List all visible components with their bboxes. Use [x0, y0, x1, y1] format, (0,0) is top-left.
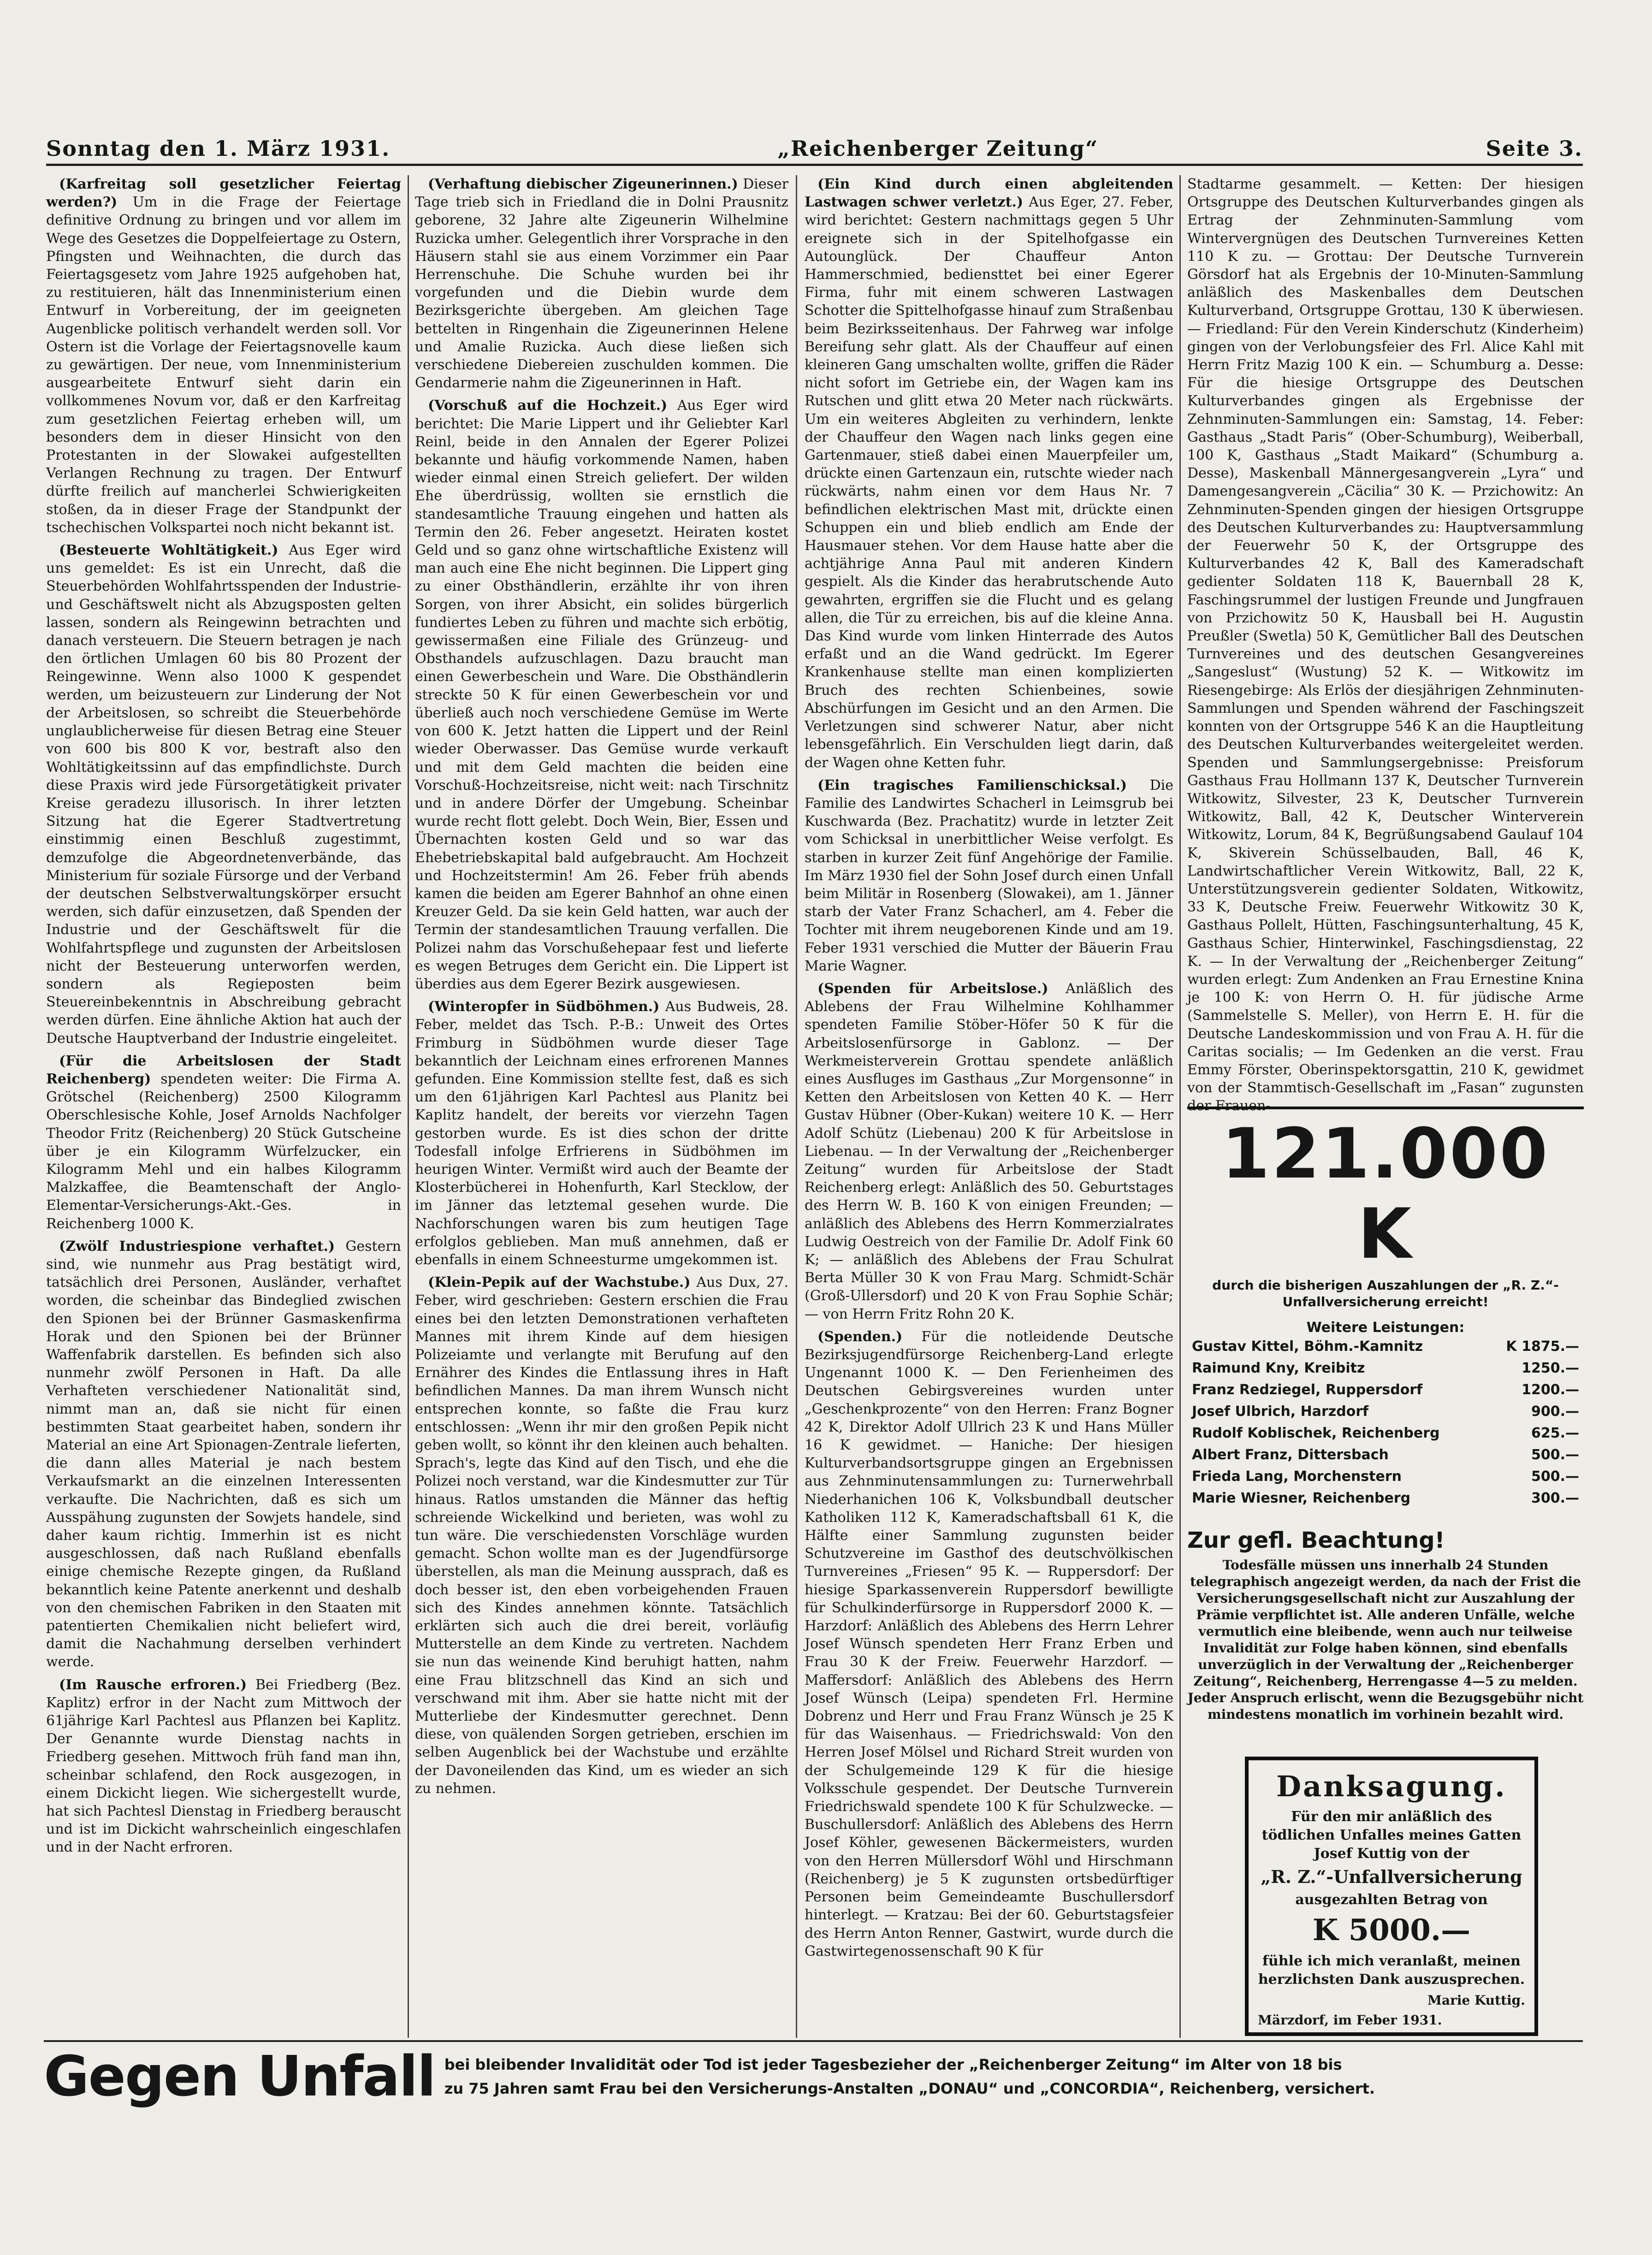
footer-text [444, 2053, 1375, 2101]
article [46, 541, 401, 1048]
article-body: Aus Eger wird berichtet: Die Marie Lippert und ihr Geliebter Karl Reinl, beide in den Annalen der Egerer Polizei bekannte und häufig vorkommende Namen, haben wieder einmal einen Streich geliefert. Der wilden Ehe überdrüssig, wollten sie ernstlich die standesamtliche Trauung eingehen und hatten als Termin den 26. Feber angesetzt. Heiraten kostet Geld und so ganz ohne wirtschaftliche Existenz will man auch eine Ehe nicht beginnen. Die Lippert ging zu einer Obsthändlerin, erzählte ihr von ihren Sorgen, von ihrer Absicht, ein solides bürgerlich fundiertes Leben zu führen und machte sich erbötig, gewissermaßen eine Filiale des Grünzeug- und Obsthandels aufzuschlagen. Dazu braucht man einen Gewerbeschein und Ware. Die Obsthändlerin streckte 50 K für einen Gewerbeschein vor und überließ auch noch verschiedene Gemüse im Werte von 600 K. Jetzt hatten die Lippert und der Reinl wieder Oberwasser. Das Gemüse wurde verkauft und mit dem Geld machten die beiden eine Vorschuß-Hochzeitsreise, nicht weit: nach Tirschnitz und in andere Dörfer der Umgebung. Scheinbar wurde recht flott gelebt. Doch Wein, Bier, Essen und Übernachten kosten Geld und so war das Ehebetriebskapital bald aufgebraucht. Am Hochzeit und Hochzeitstermin! Am 26. Feber früh abends kamen die beiden am Egerer Bahnhof an ohne einen Kreuzer Geld. Da sie kein Geld hatten, war auch der Termin der standesamtlichen Trauung verfallen. Die Polizei nahm das Vorschußehepaar fest und lieferte es wegen Betruges dem Gericht ein. Die Lippert ist überdies aus dem Egerer Bezirk ausgewiesen. [415, 397, 788, 992]
article-body: Aus Eger wird uns gemeldet: Es ist ein Unrecht, daß die Steuerbehörden Wohlfahrtsspenden der Industrie- und Geschäftswelt nicht als Abzugsposten gelten lassen, sondern als Reingewinn betrachten und danach versteuern. Die Steuern betragen je nach den örtlichen Umlagen 60 bis 80 Prozent der Reingewinne. Wenn also 1000 K gespendet werden, um beizusteuern zur Linderung der Not der Arbeitslosen, so schreibt die Steuerbehörde unglaublicherweise für diesen Betrag eine Steuer von 600 bis 800 K vor, bestraft also den Wohltätigkeitssinn auf das empfindlichste. Durch diese Praxis wird jede Fürsorgetätigkeit privater Kreise geradezu illusorisch. In ihrer letzten Sitzung hat die Egerer Stadtvertretung einstimmig einen Beschluß zugestimmt, demzufolge die Abgeordnetenverbände, das Ministerium für soziale Fürsorge und der Verband der deutschen Selbstverwaltungskörper ersucht werden, sich dafür einzusetzen, daß Spenden der Industrie und der Geschäftswelt für die Wohlfahrtspflege und zugunsten der Arbeitslosen nicht der Besteuerung unterworfen werden, sondern als Regieposten beim Steuereinbekenntnis in Abschreibung gebracht werden dürfen. Eine ähnliche Aktion hat auch der Deutsche Hauptverband der Industrie eingeleitet. [46, 542, 401, 1047]
article-body: Die Familie des Landwirtes Schacherl in Leimsgrub bei Kuschwarda (Bez. Prachatitz) wurde in letzter Zeit vom Schicksal in unerbittlicher Weise verfolgt. Es starben in kurzer Zeit fünf Angehörige der Familie. Im März 1930 fiel der Sohn Josef durch einen Unfall beim Militär in Rosenberg (Slowakei), am 1. Jänner starb der Vater Franz Schacherl, am 4. Feber die Tochter mit ihrem neugeborenen Kinde und am 19. Feber 1931 verschied die Mutter der Bäuerin Frau Marie Wagner. [805, 777, 1173, 974]
article [805, 1328, 1173, 1960]
page-header [46, 131, 1583, 166]
header-title: „Reichenberger Zeitung“ [777, 136, 1099, 161]
payout-row [1192, 1379, 1579, 1401]
article-heading: (Besteuerte Wohltätigkeit.) [59, 542, 278, 559]
payout-name: Marie Wiesner, Reichenberg [1192, 1490, 1411, 1506]
article-heading: (Karfreitag soll gesetzlicher Feiertag werden?) [46, 176, 401, 211]
payout-name: Raimund Kny, Kreibitz [1192, 1360, 1365, 1376]
payout-amount: 500.— [1531, 1468, 1579, 1485]
footer-line: zu 75 Jahren samt Frau bei den Versicherungs-Anstalten „DONAU“ und „CONCORDIA“, Reichenberg, versichert. [444, 2080, 1375, 2097]
article-body: Gestern sind, wie nunmehr aus Prag bestätigt wird, tatsächlich drei Personen, Ausländer, verhaftet worden, die scheinbar das Bindeglied zwischen den Spionen bei der Brünner Gasmaskenfirma Horak und den Spionen bei der Brünner Waffenfabrik darstellen. Es befinden sich also nunmehr zwölf Personen in Haft. Da alle Verhafteten verschiedener Nationalität sind, nimmt man an, daß sie nicht für einen bestimmten Staat gearbeitet haben, sondern ihr Material an eine Art Spionagen-Zentrale lieferten, die dann alles Material je nach bestem Verkaufsmarkt an die einzelnen Interessenten verkaufte. Die Nachrichten, daß es sich um Ausspähung zugunsten der Sowjets handele, sind daher kaum richtig. Immerhin ist es nicht ausgeschlossen, daß nach Rußland ebenfalls einige chemische Rezepte gingen, da Rußland bekanntlich keine Patente anerkennt und deshalb von den chemischen Fabriken in den Staaten mit patentierten Chemikalien nicht beliefert wird, damit die Nachahmung derselben verhindert werde. [46, 1238, 401, 1670]
column-divider [1179, 175, 1181, 2038]
column-3 [805, 175, 1173, 2038]
payout-name: Albert Franz, Dittersbach [1192, 1447, 1389, 1463]
notice-body: Todesfälle müssen uns innerhalb 24 Stunden telegraphisch angezeigt werden, da nach der Frist die Versicherungsgesellschaft nicht zur Auszahlung der Prämie verpflichtet ist. Alle anderen Unfälle, welche vermutlich eine bleibende, wenn auch nur teilweise Invalidität zur Folge haben können, sind ebenfalls unverzüglich in der Verwaltung der „Reichenberger Zeitung“, Reichenberg, Herrengasse 4—5 zu melden. Jeder Anspruch erlischt, wenn die Bezugsgebühr nicht mindestens monatlich im vorhinein bezahlt wird. [1187, 1557, 1584, 1722]
article [415, 175, 788, 392]
payout-row [1192, 1444, 1579, 1466]
article [805, 776, 1173, 975]
article-heading: (Ein tragisches Familienschicksal.) [817, 777, 1127, 793]
article [415, 397, 788, 993]
article-body: Um in die Frage der Feiertage definitive Ordnung zu bringen und vor allem im Wege des Gesetzes die Doppelfeiertage zu Ostern, Pfingsten und Weihnachten, die durch das Feiertagsgesetz vom Jahre 1925 aufgehoben hat, zu restituieren, hält das Innenministerium einen Entwurf in Vorbereitung, der im geeigneten Augenblicke politisch verhandelt werden soll. Vor Ostern ist die Vorlage der Feiertagsnovelle kaum zu gewärtigen. Der neue, vom Innenministerium ausgearbeitete Entwurf sieht darin ein vollkommenes Novum vor, daß er den Karfreitag zum gesetzlichen Feiertag erheben will, um besonders dem in dieser Hinsicht von den Protestanten in der Slowakei aufgestellten Verlangen Rechnung zu tragen. Der Entwurf dürfte freilich auf mancherlei Schwierigkeiten stoßen, da in dieser Frage der Standpunkt der tschechischen Volkspartei noch nicht bekannt ist. [46, 194, 401, 536]
payout-amount: 1200.— [1522, 1382, 1579, 1398]
article-body: Bei Friedberg (Bez. Kaplitz) erfror in der Nacht zum Mittwoch der 61jährige Karl Pachtesl aus Pflanzen bei Kaplitz. Der Genannte wurde Dienstag nachts in Friedberg gesehen. Mittwoch früh fand man ihn, scheinbar schlafend, den Rock ausgezogen, in einem Dickicht liegen. Wie sichergestellt wurde, hat sich Pachtesl Dienstag in Friedberg berauscht und ist im Dickicht wahrscheinlich eingeschlafen und in der Nacht erfroren. [46, 1676, 401, 1856]
article-body: Anläßlich des Ablebens der Frau Wilhelmine Kohlhammer spendeten Familie Stöber-Höfer 50 K für die Arbeitslosenfürsorge in Gablonz. — Der Werkmeisterverein Grottau spendete anläßlich eines Ausfluges im Gasthaus „Zur Morgensonne“ in Ketten den Arbeitslosen von Ketten 40 K. — Herr Gustav Hübner (Ober-Kukan) weitere 10 K. — Herr Adolf Schütz (Liebenau) 200 K für Arbeitslose in Liebenau. — In der Verwaltung der „Reichenberger Zeitung“ wurden für Arbeitslose der Stadt Reichenberg erlegt: Anläßlich des 50. Geburtstages des Herrn W. B. 160 K von einigen Freunden; — anläßlich des Ablebens des Herrn Kommerzialrates Ludwig Oestreich von der Familie Dr. Adolf Fink 60 K; — anläßlich des Ablebens der Frau Schulrat Berta Müller 30 K von Frau Marg. Schmidt-Schär (Groß-Ullersdorf) und 20 K von Frau Sophie Schär; — von Herrn Fritz Rohn 20 K. [805, 980, 1173, 1322]
payout-name: Gustav Kittel, Böhm.-Kamnitz [1192, 1338, 1423, 1355]
article-heading: (Spenden.) [817, 1328, 903, 1345]
thanks-place-date: Märzdorf, im Feber 1931. [1258, 2012, 1442, 2028]
article-heading: (Spenden für Arbeitslose.) [817, 980, 1048, 997]
payout-row [1192, 1357, 1579, 1379]
article-heading: (Vorschuß auf die Hochzeit.) [428, 397, 668, 414]
payout-row [1192, 1336, 1579, 1357]
column-divider [796, 175, 797, 2038]
payout-amount: 300.— [1531, 1490, 1579, 1506]
article-body: Aus Budweis, 28. Feber, meldet das Tsch. P.-B.: Unweit des Ortes Frimburg in Südböhmen wurde dieser Tage bekanntlich der Leichnam eines erfrorenen Mannes gefunden. Eine Kommission stellte fest, daß es sich um den 61jährigen Karl Pachtesl aus Planitz bei Kaplitz handelt, der bereits vor vierzehn Tagen gestorben wurde. Es ist dies schon der dritte Todesfall infolge Erfrierens in Südböhmen im heurigen Winter. Vermißt wird auch der Beamte der Klosterbücherei in Hohenfurth, Karl Stecklow, der im Jänner das letztemal gesehen wurde. Die Nachforschungen waren bis zum heutigen Tage erfolglos geblieben. Man muß annehmen, daß er ebenfalls in einem Schneesturme umgekommen ist. [415, 999, 788, 1268]
article [415, 1273, 788, 1798]
payout-name: Josef Ulbrich, Harzdorf [1192, 1403, 1369, 1420]
article-heading: (Ein Kind durch einen abgleitenden Lastwagen schwer verletzt.) [805, 176, 1173, 211]
payout-amount: 500.— [1531, 1447, 1579, 1463]
column-1 [46, 175, 401, 2038]
article-body: Dieser Tage trieb sich in Friedland die in Dolni Prausnitz geborene, 32 Jahre alte Zigeunerin Wilhelmine Ruzicka umher. Gelegentlich ihrer Vorsprache in den Häusern stahl sie aus einem Vorzimmer ein Paar Herrenschuhe. Die Schuhe wurden bei ihr vorgefunden und die Diebin wurde dem Bezirksgerichte übergeben. Am gleichen Tage bettelten in Ringenhain die Zigeunerinnen Helene und Amalie Ruzicka. Auch diese ließen sich verschiedene Diebereien zuschulden kommen. Die Gendarmerie nahm die Zigeunerinnen in Haft. [415, 176, 788, 391]
payout-row [1192, 1422, 1579, 1444]
footer-slogan: Gegen Unfall [44, 2044, 435, 2109]
article-body: Für die notleidende Deutsche Bezirksjugendfürsorge Reichenberg-Land erlegte Ungenannt 1000 K. — Den Ferienheimen des Deutschen Gebirgsvereines wurden unter „Geschenkprozente“ von den Herren: Franz Bogner 42 K, Direktor Adolf Ullrich 23 K und Hans Müller 16 K gewidmet. — Haniche: Der hiesigen Kulturverbandsortsgruppe gingen an Ergebnissen aus Zehnminutensammlungen zu: Turnerwehrball Niederhanichen 106 K, Volksbundball deutscher Katholiken 112 K, Kameradschaftsball 61 K, die Hälfte einer Sammlung zugunsten beider Schutzvereine im Gasthof des deutschvölkischen Turnvereines „Friesen“ 95 K. — Ruppersdorf: Der hiesige Sparkassenverein Ruppersdorf bewilligte für Schulkinderfürsorge in Ruppersdorf 2000 K. — Harzdorf: Anläßlich des Ablebens des Herrn Lehrer Josef Wünsch spendeten Herr Franz Erben und Frau 30 K der Freiw. Feuerwehr Harzdorf. — Maffersdorf: Anläßlich des Ablebens des Herrn Josef Wünsch (Leipa) spendeten Frl. Hermine Dobrenz und Herr und Frau Franz Wünsch je 25 K für das Waisenhaus. — Friedrichswald: Von den Herren Josef Mölsel und Richard Streit wurden von der Schulgemeinde 129 K für die hiesige Volksschule gespendet. Der Deutsche Turnverein Friedrichswald spendete 100 K für Schulzwecke. — Buschullersdorf: Anläßlich des Ablebens des Herrn Josef Köhler, gewesenen Bäckermeisters, wurden von den Herren Müllersdorf Wöhl und Hirschmann (Reichenberg) je 5 K zugunsten ortsbedürftiger Personen beim Gemeindeamte Buschullersdorf hinterlegt. — Kratzau: Bei der 60. Geburtstagsfeier des Herrn Anton Renner, Gastwirt, wurde durch die Gastwirtegenossenschaft 90 K für [805, 1328, 1173, 1959]
article [46, 175, 401, 537]
thanks-amount: K 5000.— [1312, 1913, 1471, 1947]
payout-name: Rudolf Koblischek, Reichenberg [1192, 1425, 1440, 1441]
article-heading: (Im Rausche erfroren.) [59, 1676, 247, 1693]
insurance-subline: durch die bisherigen Auszahlungen der „R. Z.“-Unfallversicherung erreicht! [1212, 1278, 1559, 1309]
article [46, 1052, 401, 1233]
thanks-body: fühle ich mich veranlaßt, meinen herzlichsten Dank auszusprechen. [1258, 1953, 1525, 1988]
column-divider [408, 175, 409, 2038]
article [46, 1676, 401, 1857]
further-payouts-label: Weitere Leistungen: [1306, 1320, 1465, 1336]
thanks-title: Danksagung. [1276, 1770, 1507, 1803]
payout-amount: 1250.— [1522, 1360, 1579, 1376]
thanks-body: ausgezahlten Betrag von [1295, 1892, 1488, 1908]
thanks-insurer: „R. Z.“-Unfallversicherung [1261, 1866, 1522, 1887]
header-page-number: Seite 3. [1486, 136, 1583, 161]
article-body: spendeten weiter: Die Firma A. Grötschel (Reichenberg) 2500 Kilogramm Oberschlesische Kohle, Josef Arnolds Nachfolger Theodor Fritz (Reichenberg) 20 Stück Gutscheine über je ein Kilogramm Würfelzucker, ein Kilogramm Mehl und ein halbes Kilogramm Malzkaffee, die Beamtenschaft der Anglo-Elementar-Versicherungs-Akt.-Ges. in Reichenberg 1000 K. [46, 1071, 401, 1232]
article-heading: (Für die Arbeitslosen der Stadt Reichenberg) [46, 1053, 401, 1087]
payout-amount: K 1875.— [1506, 1338, 1579, 1355]
column-2 [415, 175, 788, 2038]
payout-row [1192, 1466, 1579, 1487]
article [805, 175, 1173, 772]
payout-amount: 900.— [1531, 1403, 1579, 1420]
thanks-advertisement [1245, 1757, 1538, 2036]
payout-row [1192, 1487, 1579, 1509]
article [1187, 175, 1584, 1115]
thanks-body: Für den mir anläßlich des tödlichen Unfalles meines Gatten Josef Kuttig von der [1261, 1809, 1522, 1862]
article-heading: (Verhaftung diebischer Zigeunerinnen.) [428, 176, 738, 192]
article [805, 980, 1173, 1323]
payout-name: Franz Redziegel, Ruppersdorf [1192, 1382, 1423, 1398]
article-heading: (Klein-Pepik auf der Wachstube.) [428, 1274, 691, 1291]
payout-row [1192, 1401, 1579, 1422]
footer-banner [44, 2040, 1583, 2111]
insurance-total-amount: 121.000 K [1221, 1114, 1550, 1274]
notice-title: Zur gefl. Beachtung! [1187, 1527, 1445, 1553]
header-date: Sonntag den 1. März 1931. [46, 136, 391, 161]
article-heading: (Zwölf Industriespione verhaftet.) [59, 1238, 335, 1255]
article [46, 1237, 401, 1671]
payout-name: Frieda Lang, Morchenstern [1192, 1468, 1402, 1485]
footer-line: bei bleibender Invalidität oder Tod ist jeder Tagesbezieher der „Reichenberger Zeitung“ im Alter von 18 bis [444, 2056, 1342, 2073]
article-body: Stadtarme gesammelt. — Ketten: Der hiesigen Ortsgruppe des Deutschen Kulturverbandes gingen als Ertrag der Zehnminuten-Sammlung vom Wintervergnügen des Deutschen Turnvereines Ketten 110 K zu. — Grottau: Der Deutsche Turnverein Görsdorf hat als Ergebnis der 10-Minuten-Sammlung anläßlich des Maskenballes dem Deutschen Kulturverband, Ortsgruppe Grottau, 130 K überwiesen. — Friedland: Für den Verein Kinderschutz (Kinderheim) gingen von der Verlobungsfeier des Frl. Alice Kahl mit Herrn Fritz Mazig 100 K ein. — Schumburg a. Desse: Für die hiesige Ortsgruppe des Deutschen Kulturverbandes gingen als Ergebnisse der Zehnminuten-Sammlungen ein: Samstag, 14. Feber: Gasthaus „Stadt Paris“ (Ober-Schumburg), Weiberball, 100 K, Gasthaus „Stadt Maikard“ (Schumburg a. Desse), Maskenball Männergesangverein „Lyra“ und Damengesangverein „Cäcilia“ 30 K. — Przichowitz: An Zehnminuten-Spenden gingen der hiesigen Ortsgruppe des Deutschen Kulturverbandes zu: Hauptversammlung der Feuerwehr 50 K, der Ortsgruppe des Kulturverbandes 42 K, Ball des Kameradschaft gedienter Soldaten 118 K, Bauernball 28 K, Faschingsrummel der lustigen Freunde und Jungfrauen von Przichowitz 50 K, Hausball bei H. Augustin Preußler (Swetla) 50 K, Gemütlicher Ball des Deutschen Turnvereines und des deutschen Gesangvereines „Sangeslust“ (Wustung) 52 K. — Witkowitz im Riesengebirge: Als Erlös der diesjährigen Zehnminuten-Sammlungen und Spenden während der Faschingszeit konnten von der Ortsgruppe 546 K an die Hauptleitung des Deutschen Kulturverbandes weitergeleitet werden. Spenden und Sammlungsergebnisse: Preisforum Gasthaus Frau Hollmann 137 K, Deutscher Turnverein Witkowitz, Silvester, 23 K, Deutscher Turnverein Witkowitz, Ball, 42 K, Deutscher Winterverein Witkowitz, Lorum, 84 K, Begrüßungsabend Gaulauf 104 K, Skiverein Schüsselbauden, Ball, 46 K, Landwirtschaftlicher Verein Witkowitz, Ball, 22 K, Unterstützungsverein gedienter Soldaten, Witkowitz, 33 K, Deutsche Freiw. Feuerwehr Witkowitz 30 K, Gasthaus Pollelt, Hütten, Faschingsunterhaltung, 45 K, Gasthaus Schier, Hinterwinkel, Faschingsdienstag, 22 K. — In der Verwaltung der „Reichenberger Zeitung“ wurden erlegt: Zum Andenken an Frau Ernestine Knina je 100 K: von Herrn O. H. für jüdische Arme (Sammelstelle S. Meller), von Herrn E. H. für die Deutsche Landeskommission und von Frau A. H. für die Caritas socialis; — Im Gedenken an die verst. Frau Emmy Förster, Oberinspektorsgattin, 210 K, gewidmet von der Stammtisch-Gesellschaft im „Fasan“ zugunsten der Frauen- [1187, 176, 1584, 1114]
column-4 [1187, 175, 1584, 1114]
payout-amount: 625.— [1531, 1425, 1579, 1441]
article-heading: (Winteropfer in Südböhmen.) [428, 999, 660, 1015]
article-body: Aus Dux, 27. Feber, wird geschrieben: Gestern erschien die Frau eines bei den letzten Demonstrationen verhafteten Mannes mit ihrem Kinde auf dem hiesigen Polizeiamte und verlangte mit Berufung auf den Ernährer des Kindes die Entlassung ihres in Haft befindlichen Mannes. Da man ihrem Wunsch nicht entsprechen konnte, so faßte die Frau kurz entschlossen: „Wenn ihr mir den großen Pepik nicht geben wollt, so könnt ihr den kleinen auch behalten. Sprach's, legte das Kind auf den Tisch, und ehe die Polizei noch verstand, war die Kindesmutter zur Tür hinaus. Ratlos umstanden die Männer das heftig schreiende Wickelkind und berieten, was wohl zu tun wäre. Die verschiedensten Vorschläge wurden gemacht. Schon wollte man es der Jugendfürsorge überstellen, als man die Meinung aussprach, daß es doch besser ist, den eben vorbeigehenden Frauen sich des Kindes annehmen könnte. Tatsächlich erklärten sich auch die drei bereit, vorläufig Mutterstelle an dem Kinde zu vertreten. Nachdem sie nun das weinende Kind beruhigt hatten, nahm eine Frau blitzschnell das Kind an sich und verschwand mit ihm. Aber sie hatte nicht mit der Mutterliebe der Kindesmutter gerechnet. Denn diese, von quälenden Sorgen getrieben, erschien im selben Augenblick bei der Wachstube und erzählte der Davoneilenden das Kind, um es wieder an sich zu nehmen. [415, 1274, 788, 1797]
insurance-advertisement [1187, 1107, 1584, 1722]
article-body: Aus Eger, 27. Feber, wird berichtet: Gestern nachmittags gegen 5 Uhr ereignete sich in der Spitelhofgasse ein Autounglück. Der Chauffeur Anton Hammerschmied, bediensttet bei einer Egerer Firma, fuhr mit einem schweren Lastwagen Schotter die Spittelhofgasse hinauf zum Straßenbau beim Bezirksseitenhaus. Der Fahrweg war infolge Bereifung sehr glatt. Als der Chauffeur auf einen kleineren Gang umschalten wollte, griffen die Räder nicht sofort im Getriebe ein, der Wagen kam ins Rutschen und glitt etwa 20 Meter nach rückwärts. Um ein weiteres Abgleiten zu verhindern, lenkte der Chauffeur den Wagen nach links gegen eine Gartenmauer, stieß dabei einen Mauerpfeiler um, drückte einen Gartenzaun ein, rutschte wieder nach rückwärts, nahm einen vor dem Haus Nr. 7 befindlichen elektrischen Mast mit, drückte einen Schuppen ein und blieb endlich am Ende der Hausmauer stehen. Vor dem Hause hatte aber die achtjährige Anna Paul mit anderen Kindern gespielt. Als die Kinder das herabrutschende Auto gewahrten, ergriffen sie die Flucht und es gelang allen, die Tür zu erreichen, bis auf die kleine Anna. Das Kind wurde vom linken Hinterrade des Autos erfaßt und an die Wand gedrückt. Im Egerer Krankenhause stellte man einen komplizierten Bruch des rechten Schienbeines, sowie Abschürfungen im Gesicht und an den Armen. Die Verletzungen sind schwerer Natur, aber nicht lebensgefährlich. Ein Verschulden liegt darin, daß der Wagen ohne Ketten fuhr. [805, 194, 1173, 771]
thanks-signature: Marie Kuttig. [1427, 1993, 1525, 2008]
article [415, 998, 788, 1269]
